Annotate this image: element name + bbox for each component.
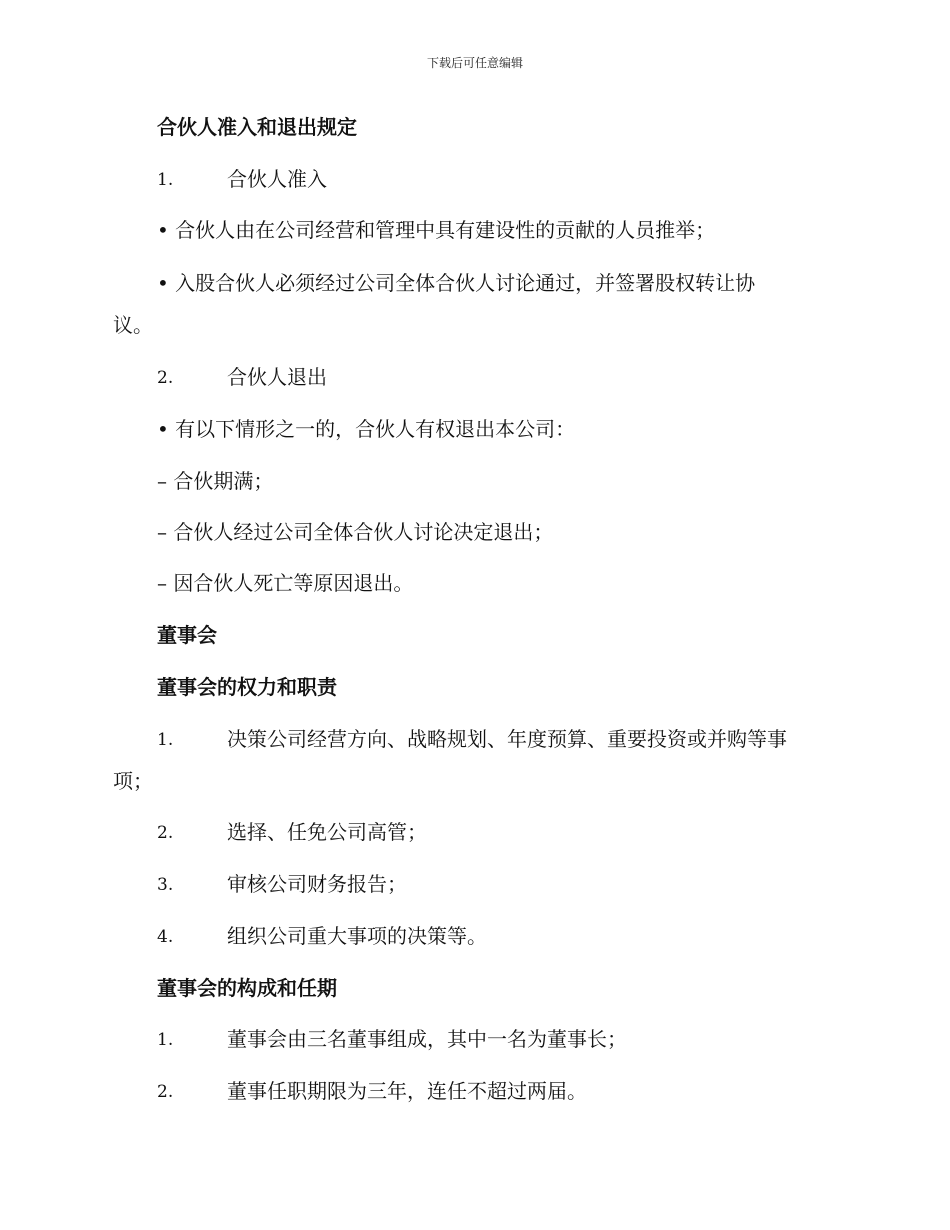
sub-item: – 因合伙人死亡等原因退出。 [157,571,414,595]
sub-item: – 合伙人经过公司全体合伙人讨论决定退出； [157,520,554,544]
list-item-text: 董事会由三名董事组成，其中一名为董事长； [227,1027,627,1051]
sub-item: – 合伙期满； [157,469,274,493]
subsection-title-powers: 董事会的权力和职责 [157,675,337,699]
list-item-text: 组织公司重大事项的决策等。 [227,924,487,948]
list-item-text: 董事任职期限为三年，连任不超过两届。 [227,1079,587,1103]
subsection-label-entry: 合伙人准入 [227,167,327,191]
section-title-partner-rules: 合伙人准入和退出规定 [157,115,357,139]
list-number: 2. [157,368,174,388]
list-number: 1. [157,1030,174,1050]
list-number: 3. [157,875,174,895]
list-number: 2. [157,823,174,843]
bullet-item: • 有以下情形之一的，合伙人有权退出本公司： [157,417,576,441]
page-header: 下载后可任意编辑 [426,56,523,70]
list-item-text: 决策公司经营方向、战略规划、年度预算、重要投资或并购等事 [227,727,787,751]
list-number: 2. [157,1082,174,1102]
subsection-label-exit: 合伙人退出 [227,365,327,389]
subsection-title-composition: 董事会的构成和任期 [157,976,337,1000]
list-item-continuation: 项； [113,769,153,793]
section-title-board: 董事会 [157,623,217,647]
bullet-item: • 合伙人由在公司经营和管理中具有建设性的贡献的人员推举； [157,218,716,242]
list-number: 1. [157,170,174,190]
bullet-item-continuation: 议。 [113,313,153,337]
bullet-item: • 入股合伙人必须经过公司全体合伙人讨论通过，并签署股权转让协 [157,271,756,295]
list-number: 1. [157,730,174,750]
list-item-text: 选择、任免公司高管； [227,820,427,844]
list-item-text: 审核公司财务报告； [227,872,407,896]
list-number: 4. [157,927,174,947]
